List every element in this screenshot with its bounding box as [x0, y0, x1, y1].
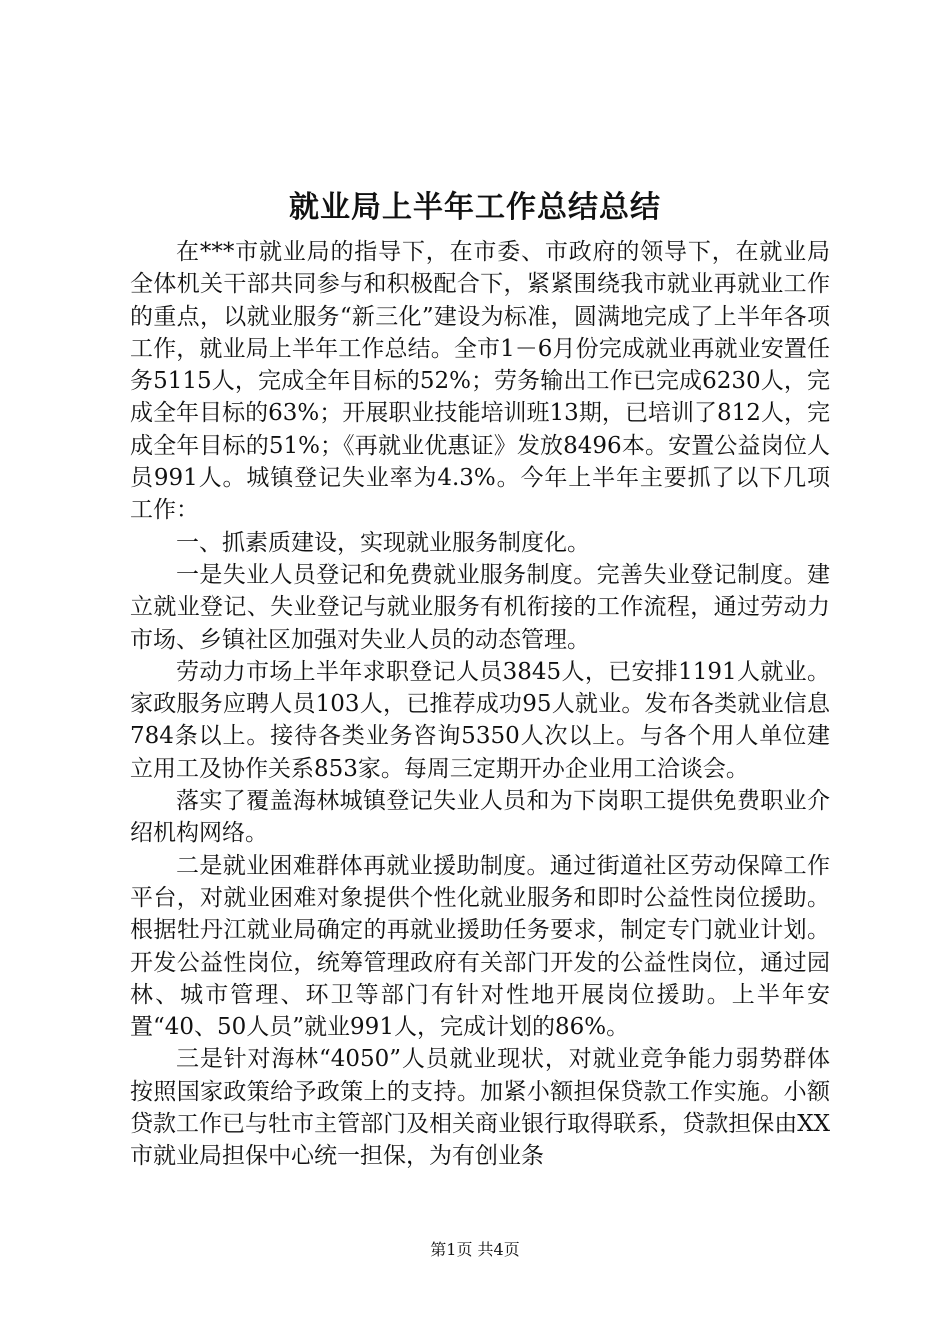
- paragraph: 在***市就业局的指导下，在市委、市政府的领导下，在就业局全体机关干部共同参与和积极配合下，紧紧围绕我市就业再就业工作的重点，以就业服务“新三化”建设为标准，圆满地完成了上半年各项工作，就业局上半年工作总结。全市1－6月份完成就业再就业安置任务5115人，完成全年目标的52%；劳务输出工作已完成6230人，完成全年目标的63%；开展职业技能培训班13期，已培训了812人，完成全年目标的51%；《再就业优惠证》发放8496本。安置公益岗位人员991人。城镇登记失业率为4.3%。今年上半年主要抓了以下几项工作：: [130, 239, 830, 524]
- document-title: 就业局上半年工作总结总结: [289, 190, 661, 225]
- paragraph: 劳动力市场上半年求职登记人员3845人，已安排1191人就业。家政服务应聘人员103人，已推荐成功95人就业。发布各类就业信息784条以上。接待各类业务咨询5350人次以上。与各个用人单位建立用工及协作关系853家。每周三定期开办企业用工洽谈会。: [130, 658, 830, 782]
- paragraph: 一、抓素质建设，实现就业服务制度化。: [176, 529, 590, 556]
- paragraph: 落实了覆盖海林城镇登记失业人员和为下岗职工提供免费职业介绍机构网络。: [130, 788, 830, 847]
- document-body: [130, 236, 830, 1173]
- paragraph: 一是失业人员登记和免费就业服务制度。完善失业登记制度。建立就业登记、失业登记与就业服务有机衔接的工作流程，通过劳动力市场、乡镇社区加强对失业人员的动态管理。: [130, 561, 830, 653]
- paragraph: 三是针对海林“4050”人员就业现状，对就业竞争能力弱势群体按照国家政策给予政策上的支持。加紧小额担保贷款工作实施。小额贷款工作已与牡市主管部门及相关商业银行取得联系，贷款担保由XX市就业局担保中心统一担保，为有创业条: [130, 1046, 830, 1170]
- page-footer: 第1页 共4页: [430, 1240, 520, 1259]
- paragraph: 二是就业困难群体再就业援助制度。通过街道社区劳动保障工作平台，对就业困难对象提供个性化就业服务和即时公益性岗位援助。根据牡丹江就业局确定的再就业援助任务要求，制定专门就业计划。开发公益性岗位，统筹管理政府有关部门开发的公益性岗位，通过园林、城市管理、环卫等部门有针对性地开展岗位援助。上半年安置“40、50人员”就业991人，完成计划的86%。: [130, 852, 830, 1041]
